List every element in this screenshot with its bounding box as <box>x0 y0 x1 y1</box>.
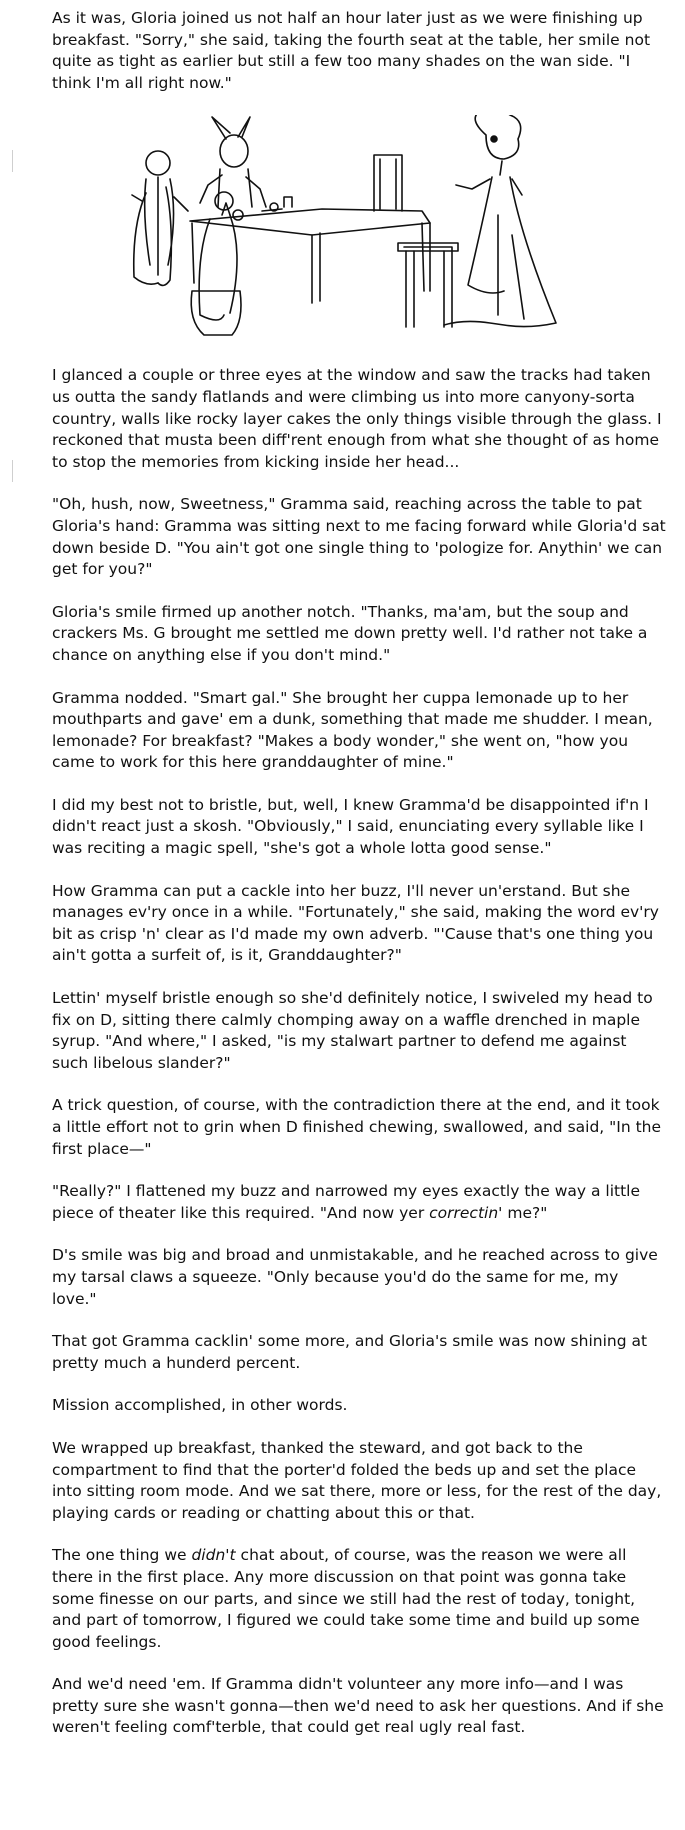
paragraph-5: Gramma nodded. "Smart gal." She brought her cuppa lemonade up to her mouthparts and gave' em a dunk, something that made me shudder. I mean, lemonade? For breakfast? "Makes a body wonder," she went on, "how you came to work for this here granddaughter of mine." <box>52 688 653 772</box>
paragraph-2: I glanced a couple or three eyes at the window and saw the tracks had taken us outta the sandy flatlands and were climbing us into more canyony-sorta country, walls like rocky layer cakes the only things visible through the glass. I reckoned that musta been diff'rent enough from what she thought of as home to stop the memories from kicking inside her head... <box>52 366 662 471</box>
paragraph-15-text: The one thing we <box>52 1546 192 1565</box>
paragraph-8: Lettin' myself bristle enough so she'd definitely notice, I swiveled my head to fix on D, sitting there calmly chomping away on a waffle drenched in maple syrup. "And where," I asked, "is my stalwart partner to defend me against such libelous slander?" <box>52 989 653 1072</box>
paragraph-10-emphasis: correctin' <box>429 1203 503 1222</box>
paragraph-15 <box>52 1545 667 1653</box>
paragraph-1: As it was, Gloria joined us not half an hour later just as we were finishing up breakfast. "Sorry," she said, taking the fourth seat at the table, her smile not quite as tight as earlier but still a few too many shades on the wan side. "I think I'm all right now." <box>52 9 651 92</box>
paragraph-12: That got Gramma cacklin' some more, and Gloria's smile was now shining at pretty much a hunderd percent. <box>52 1332 648 1372</box>
paragraph-10-tail: me?" <box>502 1203 548 1222</box>
breakfast-table-sketch-icon <box>112 115 612 345</box>
paragraph-14: We wrapped up breakfast, thanked the steward, and got back to the compartment to find that the porter'd folded the beds up and set the place into sitting room mode. And we sat there, more or less, for the rest of the day, playing cards or reading or chatting about this or that. <box>52 1438 662 1522</box>
paragraph-6: I did my best not to bristle, but, well, I knew Gramma'd be disappointed if'n I didn't react just a skosh. "Obviously," I said, enunciating every syllable like I was reciting a magic spell, "she's got a whole lotta good sense." <box>52 795 649 858</box>
paragraph-7: How Gramma can put a cackle into her buzz, I'll never un'erstand. But she manages ev'ry once in a while. "Fortunately," she said, making the word ev'ry bit as crisp 'n' clear as I'd made my own adverb. "'Cause that's one thing you ain't gotta a surfeit of, is it, Granddaughter?" <box>52 881 659 965</box>
paragraph-16: And we'd need 'em. If Gramma didn't volunteer any more info—and I was pretty sure she wasn't gonna—then we'd need to ask her questions. And if she weren't feeling comf'terble, that could get real ugly real fast. <box>52 1675 664 1737</box>
paragraph-10-text: "Really?" I flattened my buzz and narrowed my eyes exactly the way a little piece of theater like this required. "And now yer <box>52 1182 641 1222</box>
paragraph-10 <box>52 1181 667 1224</box>
paragraph-3: "Oh, hush, now, Sweetness," Gramma said, reaching across the table to pat Gloria's hand: Gramma was sitting next to me facing forward while Gloria'd sat down beside D. "You ain't got one single thing to 'pologize for. Anythin' we can get for you?" <box>52 495 666 579</box>
paragraph-13: Mission accomplished, in other words. <box>52 1396 348 1415</box>
paragraph-15-tail: chat about, of course, was the reason we were all there in the first place. Any more discussion on that point was gonna take some finesse on our parts, and since we still had the rest of today, tonight, and part of tomorrow, I figured we could take some time and build up some good feelings. <box>52 1546 640 1651</box>
paragraph-4: Gloria's smile firmed up another notch. "Thanks, ma'am, but the soup and crackers Ms. G brought me settled me down pretty well. I'd rather not take a chance on anything else if you don't mind." <box>52 602 648 664</box>
paragraph-15-emphasis: didn't <box>191 1546 236 1565</box>
paragraph-11: D's smile was big and broad and unmistakable, and he reached across to give my tarsal claws a squeeze. "Only because you'd do the same for me, my love." <box>52 1246 658 1308</box>
paragraph-9: A trick question, of course, with the contradiction there at the end, and it took a little effort not to grin when D finished chewing, swallowed, and said, "In the first place—" <box>52 1096 662 1158</box>
